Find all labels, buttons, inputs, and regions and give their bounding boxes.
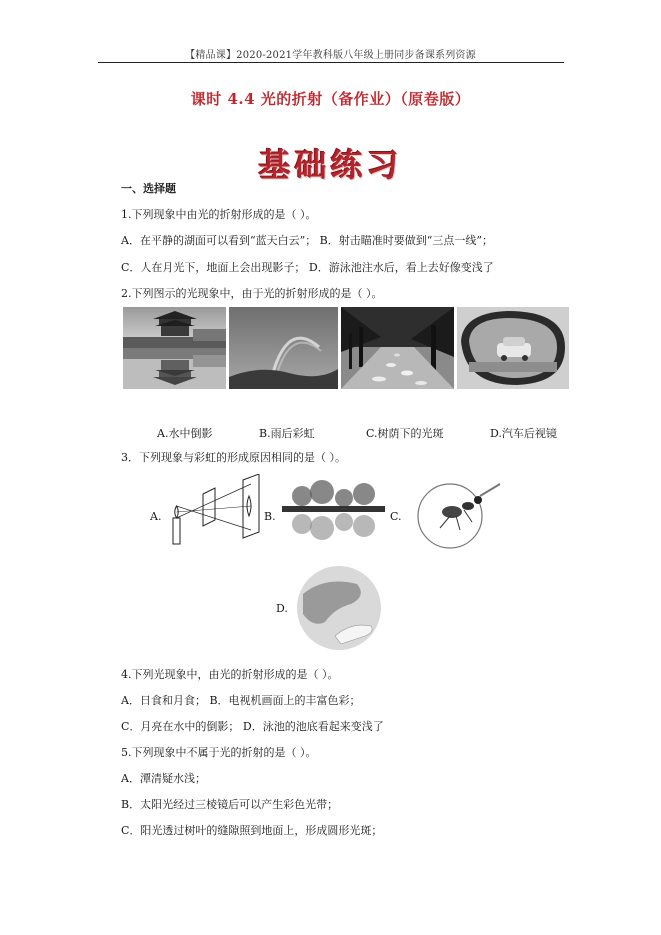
- question-4-stem: 4.下列光现象中，由光的折射形成的是（ ）。: [121, 668, 339, 681]
- section-title: 基础练习: [258, 146, 403, 184]
- question-4-options-ab: A．日食和月食； B．电视机画面上的丰富色彩；: [121, 694, 361, 707]
- option-label-c: C.: [390, 510, 402, 523]
- question-5-option-b: B．太阳光经过三棱镜后可以产生彩色光带；: [121, 798, 339, 811]
- question-5-option-a: A．潭清疑水浅；: [121, 772, 206, 785]
- question-1-options-cd: C．人在月光下，地面上会出现影子； D．游泳池注水后，看上去好像变浅了: [121, 261, 494, 274]
- question-1-options-ab: A．在平静的湖面可以看到“蓝天白云”； B．射击瞄准时要做到“三点一线”；: [121, 234, 494, 247]
- photo-tree-reflection: [282, 478, 385, 548]
- lesson-title: 课时 4.4 光的折射（备作业）（原卷版）: [190, 90, 471, 108]
- question-1-stem: 1.下列现象中由光的折射形成的是（ ）。: [121, 208, 317, 221]
- caption-c: C.树荫下的光斑: [366, 427, 444, 440]
- caption-a: A.水中倒影: [157, 427, 213, 440]
- photo-tree-shade: [341, 307, 454, 389]
- photo-rainbow: [229, 307, 338, 389]
- photo-water-reflection: [123, 307, 226, 389]
- question-4-options-cd: C．月亮在水中的倒影； D．泳池的池底看起来变浅了: [121, 720, 384, 733]
- option-label-a: A.: [150, 510, 162, 523]
- question-2-stem: 2.下列图示的光现象中，由于光的折射形成的是（ ）。: [121, 287, 383, 300]
- photo-magnifier-ant: [410, 472, 502, 558]
- caption-d: D.汽车后视镜: [490, 427, 557, 440]
- question-5-stem: 5.下列现象中不属于光的折射的是（ ）。: [121, 746, 317, 759]
- diagram-pinhole-camera: [165, 474, 263, 548]
- photo-hand-shadow: [295, 566, 383, 650]
- page-header: 【精品课】2020-2021学年教科版八年级上册同步备课系列资源: [185, 50, 476, 61]
- part-heading: 一、选择题: [121, 182, 176, 195]
- header-divider: [98, 62, 564, 63]
- question-3-stem: 3．下列现象与彩虹的形成原因相同的是（ ）。: [121, 451, 346, 464]
- photo-car-mirror: [457, 307, 569, 389]
- option-label-b: B.: [264, 510, 276, 523]
- question-5-option-c: C．阳光透过树叶的缝隙照到地面上，形成圆形光斑；: [121, 824, 383, 837]
- caption-b: B.雨后彩虹: [259, 427, 315, 440]
- option-label-d: D.: [276, 602, 288, 615]
